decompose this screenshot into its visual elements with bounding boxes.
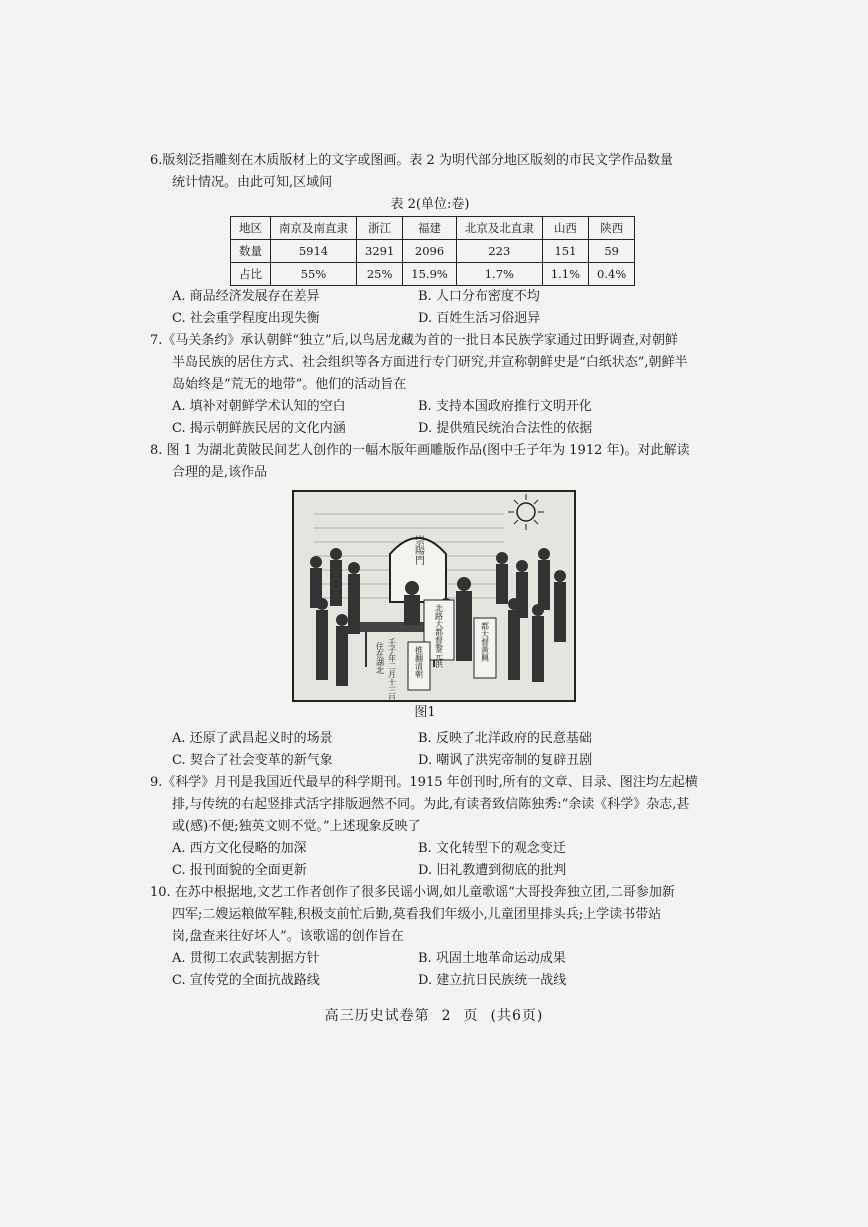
option-b[interactable]: B. 反映了北洋政府的民意基础 [418,731,592,746]
table-cell: 占比 [231,263,271,286]
table-row [231,240,635,263]
question-9-stem-line-3: 或(感)不便;独英文则不觉。”上述现象反映了 [172,819,421,834]
page-footer [0,1005,868,1025]
option-d[interactable]: D. 百姓生活习俗迥异 [418,311,541,326]
question-10-options [150,948,710,992]
table-cell: 223 [456,240,542,263]
table-cell: 3291 [357,240,403,263]
question-9-stem-line-1: 9.《科学》月刊是我国近代最早的科学期刊。1915 年创刊时,所有的文章、目录、图注均左起横 [150,775,698,790]
table-cell: 25% [357,263,403,286]
table-row [231,263,635,286]
option-d[interactable]: D. 嘲讽了洪宪帝制的复辟丑剧 [418,753,593,768]
gate-label: 崇陽門 [412,535,424,565]
table-cell: 福建 [403,217,457,240]
inscription-date: 壬子年二月十三日 [387,638,397,700]
table-cell: 陕西 [589,217,635,240]
question-10-stem-line-3: 岗,盘查来往好坏人”。该歌谣的创作旨在 [172,929,404,944]
question-9 [150,772,710,882]
question-8 [150,440,710,772]
woodblock-print-figure [292,490,576,702]
question-7-stem-line-1: 7.《马关条约》承认朝鲜“独立”后,以鸟居龙藏为首的一批日本民族学家通过田野调查,对朝鲜 [150,333,678,348]
table-header-row [231,217,635,240]
option-c[interactable]: C. 揭示朝鲜族民居的文化内涵 [172,421,346,436]
table-cell: 1.1% [542,263,588,286]
banner-huang-xing: 都大督黄興 [480,622,490,662]
table-cell: 59 [589,240,635,263]
question-10 [150,882,710,992]
table-cell: 数量 [231,240,271,263]
question-7-stem-line-2: 半岛民族的居住方式、社会组织等各方面进行专门研究,并宣称朝鲜史是“白纸状态”,朝鲜半 [172,355,688,370]
option-d[interactable]: D. 提供殖民统治合法性的依据 [418,421,593,436]
table-cell: 1.7% [456,263,542,286]
option-c[interactable]: C. 报刊面貌的全面更新 [172,863,307,878]
option-c[interactable]: C. 契合了社会变革的新气象 [172,753,333,768]
woodblock-print-illustration [294,492,574,700]
inscription-place: 住在湖北 [375,642,385,674]
question-6-stem-line-1: 6.版刻泛指雕刻在木质版材上的文字或图画。表 2 为明代部分地区版刻的市民文学作品数量 [150,153,673,168]
table-cell: 2096 [403,240,457,263]
table-cell: 浙江 [357,217,403,240]
option-a[interactable]: A. 还原了武昌起义时的场景 [172,731,333,746]
banner-overthrow-qing: 推翻清朝 [414,646,424,678]
option-b[interactable]: B. 人口分布密度不均 [418,289,540,304]
table-cell: 5914 [271,240,357,263]
table-cell: 151 [542,240,588,263]
question-8-stem-line-1: 8. 图 1 为湖北黄陂民间艺人创作的一幅木版年画雕版作品(图中壬子年为 1912 年)。对此解读 [150,443,690,458]
option-a[interactable]: A. 贯彻工农武装割据方针 [172,951,320,966]
table-2-caption: 表 2(单位:卷) [390,197,470,212]
question-9-stem-line-2: 排,与传统的右起竖排式活字排版迥然不同。为此,有读者致信陈独秀:“余读《科学》杂志,甚 [172,797,690,812]
question-6-stem-line-2: 统计情况。由此可知,区域间 [172,175,333,190]
table-2 [230,216,635,286]
question-10-stem-line-2: 四军;二嫂运粮做军鞋,积极支前忙后勤,莫看我们年级小,儿童团里排头兵;上学读书带站 [172,907,662,922]
banner-li-yuanhong: 北路大都督黎元洪 [434,604,444,668]
question-6 [150,150,710,330]
footer-page-number: 2 [441,1008,452,1024]
exam-page [150,150,710,992]
table-cell: 0.4% [589,263,635,286]
option-b[interactable]: B. 文化转型下的观念变迁 [418,841,566,856]
option-b[interactable]: B. 支持本国政府推行文明开化 [418,399,592,414]
question-9-options [150,838,710,882]
footer-prefix: 高三历史试卷第 [324,1008,430,1024]
table-cell: 山西 [542,217,588,240]
table-cell: 北京及北直隶 [456,217,542,240]
option-d[interactable]: D. 旧礼教遭到彻底的批判 [418,863,567,878]
question-7-options [150,396,710,440]
table-cell: 南京及南直隶 [271,217,357,240]
option-c[interactable]: C. 宣传党的全面抗战路线 [172,973,320,988]
option-a[interactable]: A. 填补对朝鲜学术认知的空白 [172,399,346,414]
option-a[interactable]: A. 西方文化侵略的加深 [172,841,307,856]
option-d[interactable]: D. 建立抗日民族统一战线 [418,973,567,988]
option-b[interactable]: B. 巩固土地革命运动成果 [418,951,566,966]
footer-total-pages: (共6页) [490,1008,544,1024]
question-8-options [150,728,710,772]
footer-page-unit: 页 [463,1008,479,1024]
question-7 [150,330,710,440]
option-a[interactable]: A. 商品经济发展存在差异 [172,289,320,304]
question-7-stem-line-3: 岛始终是“荒无的地带”。他们的活动旨在 [172,377,407,392]
table-cell: 55% [271,263,357,286]
option-c[interactable]: C. 社会重学程度出现失衡 [172,311,320,326]
table-cell: 地区 [231,217,271,240]
figure-1-caption: 图1 [414,705,436,720]
question-6-options [150,286,710,330]
question-8-stem-line-2: 合理的是,该作品 [172,465,268,480]
table-cell: 15.9% [403,263,457,286]
question-10-stem-line-1: 10. 在苏中根据地,文艺工作者创作了很多民谣小调,如儿童歌谣“大哥投奔独立团,二哥参加新 [150,885,675,900]
